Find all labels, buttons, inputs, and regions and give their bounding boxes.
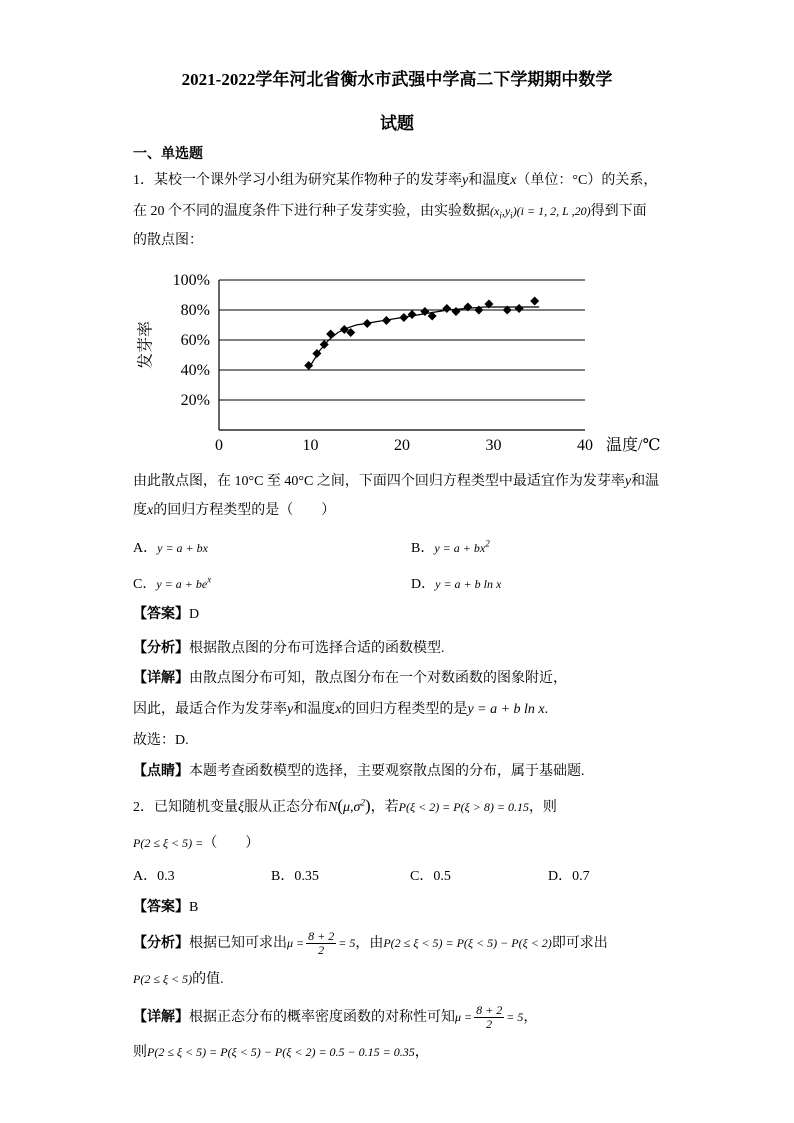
text: 2．已知随机变量 xyxy=(133,800,238,815)
math-expression: P(2 ≤ ξ < 5) = P(ξ < 5) − P(ξ < 2) = 0.5 − 0.15 = 0.35 xyxy=(147,1045,415,1059)
q2-option-a xyxy=(133,867,175,887)
q1-detail-line-1 xyxy=(133,669,567,689)
math-expression: P(2 ≤ ξ < 5) xyxy=(133,972,193,986)
math-var: y xyxy=(624,474,632,489)
text: 服从正态分布 xyxy=(244,800,328,815)
y-tick-label: 80% xyxy=(180,302,210,319)
text: 根据散点图的分布可选择合适的函数模型. xyxy=(189,641,445,656)
text: （ ） xyxy=(203,836,260,851)
text: 的值. xyxy=(192,972,224,987)
q2-analysis-line-2 xyxy=(133,969,224,990)
math-var: y xyxy=(287,702,294,717)
option-expression: y = a + be xyxy=(156,577,208,591)
x-tick-label: 30 xyxy=(485,437,502,454)
text: ，由 xyxy=(355,936,384,951)
scatter-chart xyxy=(130,262,690,462)
q2-analysis-line-1 xyxy=(133,929,608,958)
text: 度 xyxy=(133,503,147,518)
option-label: D． xyxy=(548,869,573,884)
fraction-numerator: 8 + 2 xyxy=(308,929,335,944)
math-var: x xyxy=(147,503,154,518)
option-label: A． xyxy=(133,869,158,884)
q2-option-d xyxy=(548,867,590,887)
y-tick-label: 40% xyxy=(180,362,210,379)
comment-tag: 【点睛】 xyxy=(133,764,189,779)
option-expression: y = a + bx xyxy=(434,541,486,555)
data-point xyxy=(399,313,408,322)
text: 因此，最适合作为发芽率 xyxy=(133,702,287,717)
section-heading: 一、单选题 xyxy=(133,147,203,162)
q2-option-b xyxy=(271,867,319,887)
math-expression: P(ξ < 2) = P(ξ > 8) = 0.15 xyxy=(398,800,529,814)
q2-stem-line-1 xyxy=(133,796,557,818)
math-superscript: x xyxy=(207,574,212,585)
x-tick-label: 20 xyxy=(394,437,410,454)
detail-tag: 【详解】 xyxy=(133,671,189,686)
option-value: 0.5 xyxy=(433,869,451,884)
data-point xyxy=(363,319,372,328)
option-expression: y = a + bx xyxy=(157,541,208,555)
q1-option-b xyxy=(411,538,490,559)
math-paren: ( xyxy=(337,796,344,815)
option-label: B． xyxy=(411,541,435,556)
math-part: N xyxy=(328,800,338,815)
q1-stem-line-3: 的散点图： xyxy=(133,233,203,248)
option-expression: y = a + b ln x xyxy=(435,577,502,591)
q1-stem-line-2 xyxy=(133,201,647,222)
x-tick-label: 0 xyxy=(215,437,223,454)
y-tick-label: 20% xyxy=(180,392,210,409)
page-title-continued: 试题 xyxy=(380,114,414,133)
x-axis-title: 温度/℃ xyxy=(606,437,661,454)
math-paren: ) xyxy=(364,796,371,815)
text: 得到下面 xyxy=(590,204,647,219)
text: 本题考查函数模型的选择，主要观察散点图的分布，属于基础题. xyxy=(189,764,585,779)
math-subscript: i xyxy=(510,210,513,221)
text: （单位：°C）的关系， xyxy=(516,173,658,188)
answer-tag: 【答案】 xyxy=(133,900,189,915)
text: 和温度 xyxy=(468,173,511,188)
q1-option-a xyxy=(133,538,208,559)
option-label: C． xyxy=(410,869,434,884)
math-part: ,y xyxy=(501,204,511,218)
answer-value: B xyxy=(189,900,199,915)
option-label: D． xyxy=(411,577,436,592)
y-tick-label: 100% xyxy=(172,272,210,289)
fraction-denominator: 2 xyxy=(486,1017,493,1032)
text: 的回归方程类型的是（ ） xyxy=(153,503,336,518)
math-var: ξ xyxy=(238,800,244,815)
fraction-denominator: 2 xyxy=(318,943,325,958)
math-part: )(i = 1, 2, L ,20) xyxy=(512,204,591,218)
text: 则 xyxy=(133,1045,147,1060)
option-label: B． xyxy=(271,869,295,884)
option-value: 0.35 xyxy=(294,869,319,884)
math-superscript: 2 xyxy=(360,797,365,808)
math-subscript: i xyxy=(499,210,502,221)
data-point xyxy=(442,304,451,313)
math-expression: = 5 xyxy=(338,936,356,950)
math-expression: P(2 ≤ ξ < 5) = P(ξ < 5) − P(ξ < 2) xyxy=(383,936,552,950)
fraction xyxy=(306,930,336,957)
math-superscript: 2 xyxy=(485,538,490,549)
option-label: C． xyxy=(133,577,157,592)
math-part: μ,σ xyxy=(343,800,361,815)
math-expression: μ = xyxy=(455,1010,473,1024)
text: 和温 xyxy=(631,474,660,489)
text: . xyxy=(544,702,549,717)
q2-option-c xyxy=(410,867,451,887)
option-value: 0.3 xyxy=(157,869,175,884)
data-point xyxy=(515,304,524,313)
math-expression: P(2 ≤ ξ < 5) = xyxy=(133,836,204,850)
math-expression: μ = xyxy=(287,936,305,950)
math-expression: = 5 xyxy=(506,1010,524,1024)
data-point xyxy=(408,310,417,319)
answer-tag: 【答案】 xyxy=(133,607,189,622)
detail-tag: 【详解】 xyxy=(133,1010,189,1025)
answer-value: D xyxy=(189,607,200,622)
math-expression xyxy=(328,796,371,815)
y-axis-title: 发芽率 xyxy=(137,320,155,370)
q1-answer xyxy=(133,605,199,625)
math-expression: y = a + b ln x xyxy=(467,702,545,717)
option-value: 0.7 xyxy=(572,869,590,884)
data-point xyxy=(382,316,391,325)
q1-stem-line-5 xyxy=(133,501,335,521)
q1-detail-line-2 xyxy=(133,700,548,720)
math-var: x xyxy=(510,173,517,188)
q1-stem-line-1 xyxy=(133,171,657,191)
x-tick-label: 10 xyxy=(302,437,319,454)
q1-stem-line-4 xyxy=(133,472,659,492)
text: 1．某校一个课外学习小组为研究某作物种子的发芽率 xyxy=(133,173,462,188)
text: ，若 xyxy=(370,800,399,815)
fraction xyxy=(474,1004,504,1031)
q2-answer xyxy=(133,898,198,918)
fraction-numerator: 8 + 2 xyxy=(476,1003,503,1018)
analysis-tag: 【分析】 xyxy=(133,936,189,951)
data-point xyxy=(530,297,539,306)
text: ，则 xyxy=(528,800,557,815)
text: 在 20 个不同的温度条件下进行种子发芽实验，由实验数据 xyxy=(133,204,490,219)
data-point xyxy=(451,307,460,316)
text: 由此散点图，在 10°C 至 40°C 之间，下面四个回归方程类型中最适宜作为发芽率 xyxy=(133,474,625,489)
q2-detail-line-2 xyxy=(133,1042,429,1063)
analysis-tag: 【分析】 xyxy=(133,641,189,656)
q2-stem-line-2 xyxy=(133,833,259,854)
x-tick-label: 40 xyxy=(577,437,593,454)
text: ， xyxy=(414,1045,429,1060)
text: 根据已知可求出 xyxy=(189,936,287,951)
y-tick-label: 60% xyxy=(180,332,210,349)
q1-option-d xyxy=(411,574,501,595)
data-point xyxy=(326,330,335,339)
q1-comment xyxy=(133,762,585,782)
text: 即可求出 xyxy=(551,936,608,951)
q2-detail-line-1 xyxy=(133,1003,537,1032)
page-title: 2021-2022学年河北省衡水市武强中学高二下学期期中数学 xyxy=(181,70,613,89)
text: 由散点图分布可知，散点图分布在一个对数函数的图象附近， xyxy=(189,671,567,686)
q1-option-c xyxy=(133,574,211,595)
text: 的回归方程类型的是 xyxy=(341,702,468,717)
math-part: (x xyxy=(490,204,500,218)
option-label: A． xyxy=(133,541,158,556)
q1-detail-line-3: 故选：D. xyxy=(133,733,189,748)
math-var: x xyxy=(335,702,342,717)
text: ， xyxy=(523,1010,538,1025)
text: 根据正态分布的概率密度函数的对称性可知 xyxy=(189,1010,455,1025)
text: 和温度 xyxy=(293,702,336,717)
math-var: y xyxy=(462,173,469,188)
math-expression xyxy=(490,204,591,221)
q1-analysis xyxy=(133,639,445,659)
